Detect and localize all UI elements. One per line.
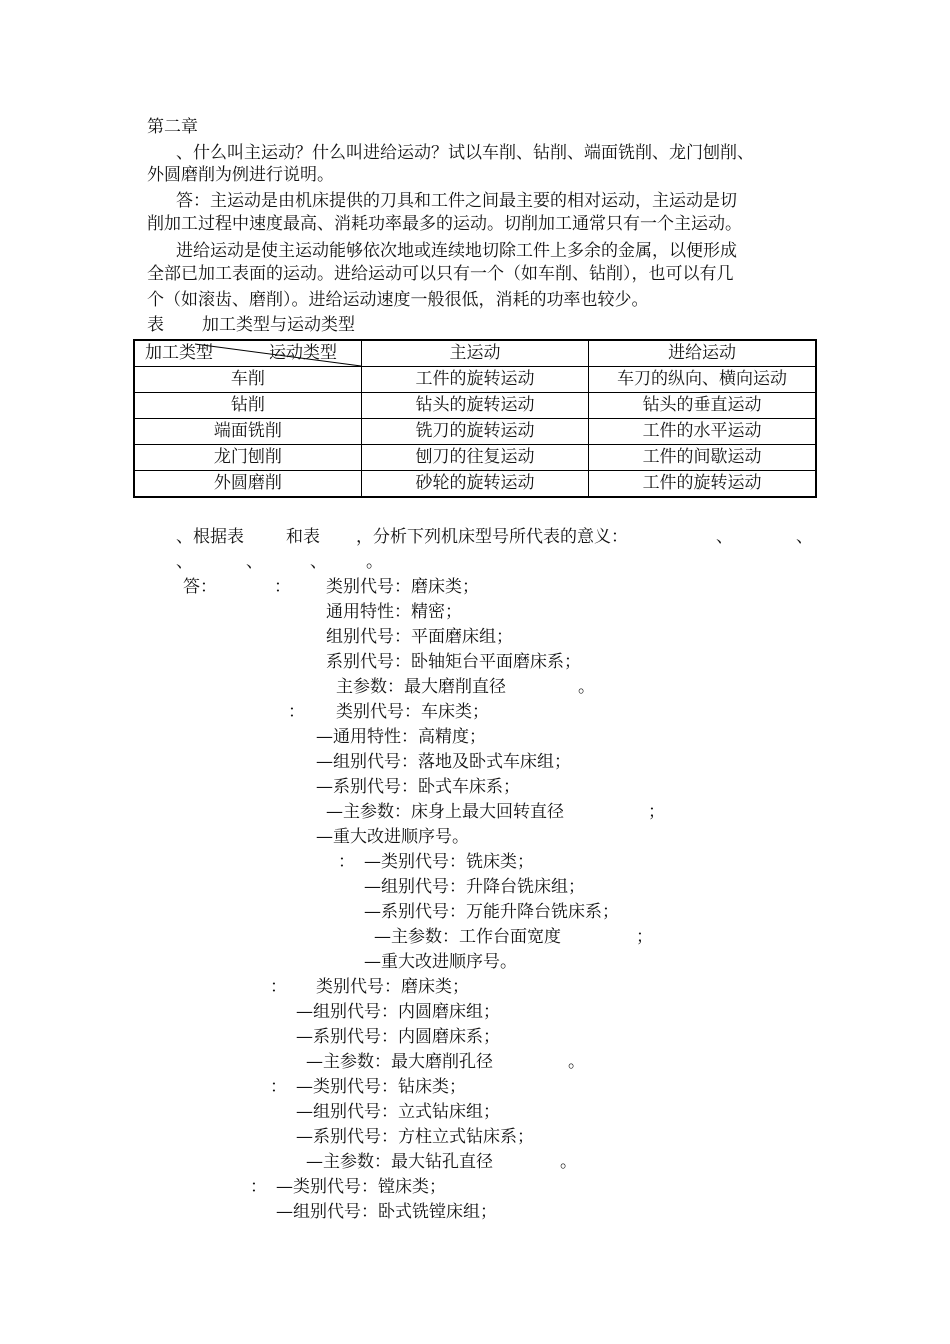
question-1-line-2: 外圆磨削为例进行说明。: [147, 165, 334, 185]
cell-main-motion: 钻头的旋转运动: [361, 393, 588, 419]
cell-main-motion: 砂轮的旋转运动: [361, 471, 588, 498]
table-caption-prefix: 表: [147, 315, 164, 335]
model-colon: ：: [250, 1177, 267, 1197]
answer-1-para-2-line-3: 个（如滚齿、磨削）。进给运动速度一般很低，消耗的功率也较少。: [147, 290, 649, 310]
cell-process-type: 钻削: [134, 393, 361, 419]
question-2-separator: 、: [176, 552, 193, 572]
model-2-line-5-end: ；: [648, 802, 665, 822]
cell-feed-motion: 工件的间歇运动: [589, 445, 816, 471]
corner-row-label: 加工类型: [145, 343, 213, 363]
model-colon: ：: [270, 977, 287, 997]
answer-2-label: 答：: [183, 577, 217, 597]
model-5-line-4: —主参数：最大钻孔直径: [306, 1152, 493, 1172]
cell-main-motion: 刨刀的往复运动: [361, 445, 588, 471]
cell-process-type: 龙门刨削: [134, 445, 361, 471]
answer-1-para-2-line-2: 全部已加工表面的运动。进给运动可以只有一个（如车削、钻削），也可以有几: [147, 264, 734, 284]
model-3-line-4-end: ；: [636, 927, 653, 947]
cell-main-motion: 铣刀的旋转运动: [361, 419, 588, 445]
model-4-line-1: 类别代号：磨床类；: [316, 977, 469, 997]
model-2-line-3: —组别代号：落地及卧式车床组；: [316, 752, 571, 772]
model-5-line-4-end: 。: [560, 1152, 577, 1172]
table-row: [134, 367, 816, 393]
header-main-motion: 主运动: [361, 340, 588, 367]
cell-feed-motion: 车刀的纵向、横向运动: [589, 367, 816, 393]
motion-type-table: [133, 339, 817, 498]
cell-process-type: 端面铣削: [134, 419, 361, 445]
model-3-line-1: —类别代号：铣床类；: [364, 852, 534, 872]
model-3-line-2: —组别代号：升降台铣床组；: [364, 877, 585, 897]
model-colon: ：: [338, 852, 355, 872]
model-4-line-2: —组别代号：内圆磨床组；: [296, 1002, 500, 1022]
question-2-period: 。: [366, 552, 383, 572]
cell-feed-motion: 工件的旋转运动: [589, 471, 816, 498]
question-2-separator: 、: [310, 552, 327, 572]
cell-process-type: 车削: [134, 367, 361, 393]
chapter-heading: 第二章: [147, 117, 198, 137]
table-caption-title: 加工类型与运动类型: [202, 315, 355, 335]
question-2-separator: 、: [796, 527, 813, 547]
corner-col-label: 运动类型: [269, 343, 337, 363]
answer-1-para-1-line-2: 削加工过程中速度最高、消耗功率最多的运动。切削加工通常只有一个主运动。: [147, 214, 742, 234]
model-1-line-5: 主参数：最大磨削直径: [336, 677, 506, 697]
model-3-line-4: —主参数：工作台面宽度: [374, 927, 561, 947]
table-row: [134, 471, 816, 498]
table-row: [134, 445, 816, 471]
model-5-line-3: —系别代号：方柱立式钻床系；: [296, 1127, 534, 1147]
model-4-line-4-end: 。: [568, 1052, 585, 1072]
model-3-line-3: —系别代号：万能升降台铣床系；: [364, 902, 619, 922]
table-corner-cell: [134, 340, 361, 367]
model-1-line-2: 通用特性：精密；: [326, 602, 462, 622]
model-5-line-1: —类别代号：钻床类；: [296, 1077, 466, 1097]
model-2-line-1: 类别代号：车床类；: [336, 702, 489, 722]
cell-feed-motion: 工件的水平运动: [589, 419, 816, 445]
model-3-line-5: —重大改进顺序号。: [364, 952, 517, 972]
header-feed-motion: 进给运动: [589, 340, 816, 367]
question-1-line-1: 、什么叫主运动？什么叫进给运动？试以车削、钻削、端面铣削、龙门刨削、: [176, 143, 754, 163]
question-2-and: 和表: [286, 527, 320, 547]
answer-1-para-1-line-1: 答：主运动是由机床提供的刀具和工件之间最主要的相对运动，主运动是切: [176, 191, 737, 211]
question-2-separator: 、: [716, 527, 733, 547]
table-row: [134, 419, 816, 445]
cell-process-type: 外圆磨削: [134, 471, 361, 498]
cell-main-motion: 工件的旋转运动: [361, 367, 588, 393]
model-6-line-1: —类别代号：镗床类；: [276, 1177, 446, 1197]
table-row: [134, 393, 816, 419]
cell-feed-motion: 钻头的垂直运动: [589, 393, 816, 419]
model-1-line-1: 类别代号：磨床类；: [326, 577, 479, 597]
model-1-line-5-end: 。: [578, 677, 595, 697]
question-2-prefix: 、根据表: [176, 527, 244, 547]
answer-1-para-2-line-1: 进给运动是使主运动能够依次地或连续地切除工件上多余的金属，以便形成: [176, 241, 737, 261]
model-4-line-3: —系别代号：内圆磨床系；: [296, 1027, 500, 1047]
model-2-line-5: —主参数：床身上最大回转直径: [326, 802, 564, 822]
question-2-separator: 、: [246, 552, 263, 572]
model-1-line-3: 组别代号：平面磨床组；: [326, 627, 513, 647]
model-colon: ：: [270, 1077, 287, 1097]
model-4-line-4: —主参数：最大磨削孔径: [306, 1052, 493, 1072]
question-2-rest: ，分析下列机床型号所代表的意义：: [356, 527, 628, 547]
model-2-line-6: —重大改进顺序号。: [316, 827, 469, 847]
model-colon: ：: [288, 702, 305, 722]
model-6-line-2: —组别代号：卧式铣镗床组；: [276, 1202, 497, 1222]
table-header-row: [134, 340, 816, 367]
model-2-line-2: —通用特性：高精度；: [316, 727, 486, 747]
model-2-line-4: —系别代号：卧式车床系；: [316, 777, 520, 797]
model-5-line-2: —组别代号：立式钻床组；: [296, 1102, 500, 1122]
model-colon: ：: [274, 577, 291, 597]
model-1-line-4: 系别代号：卧轴矩台平面磨床系；: [326, 652, 581, 672]
